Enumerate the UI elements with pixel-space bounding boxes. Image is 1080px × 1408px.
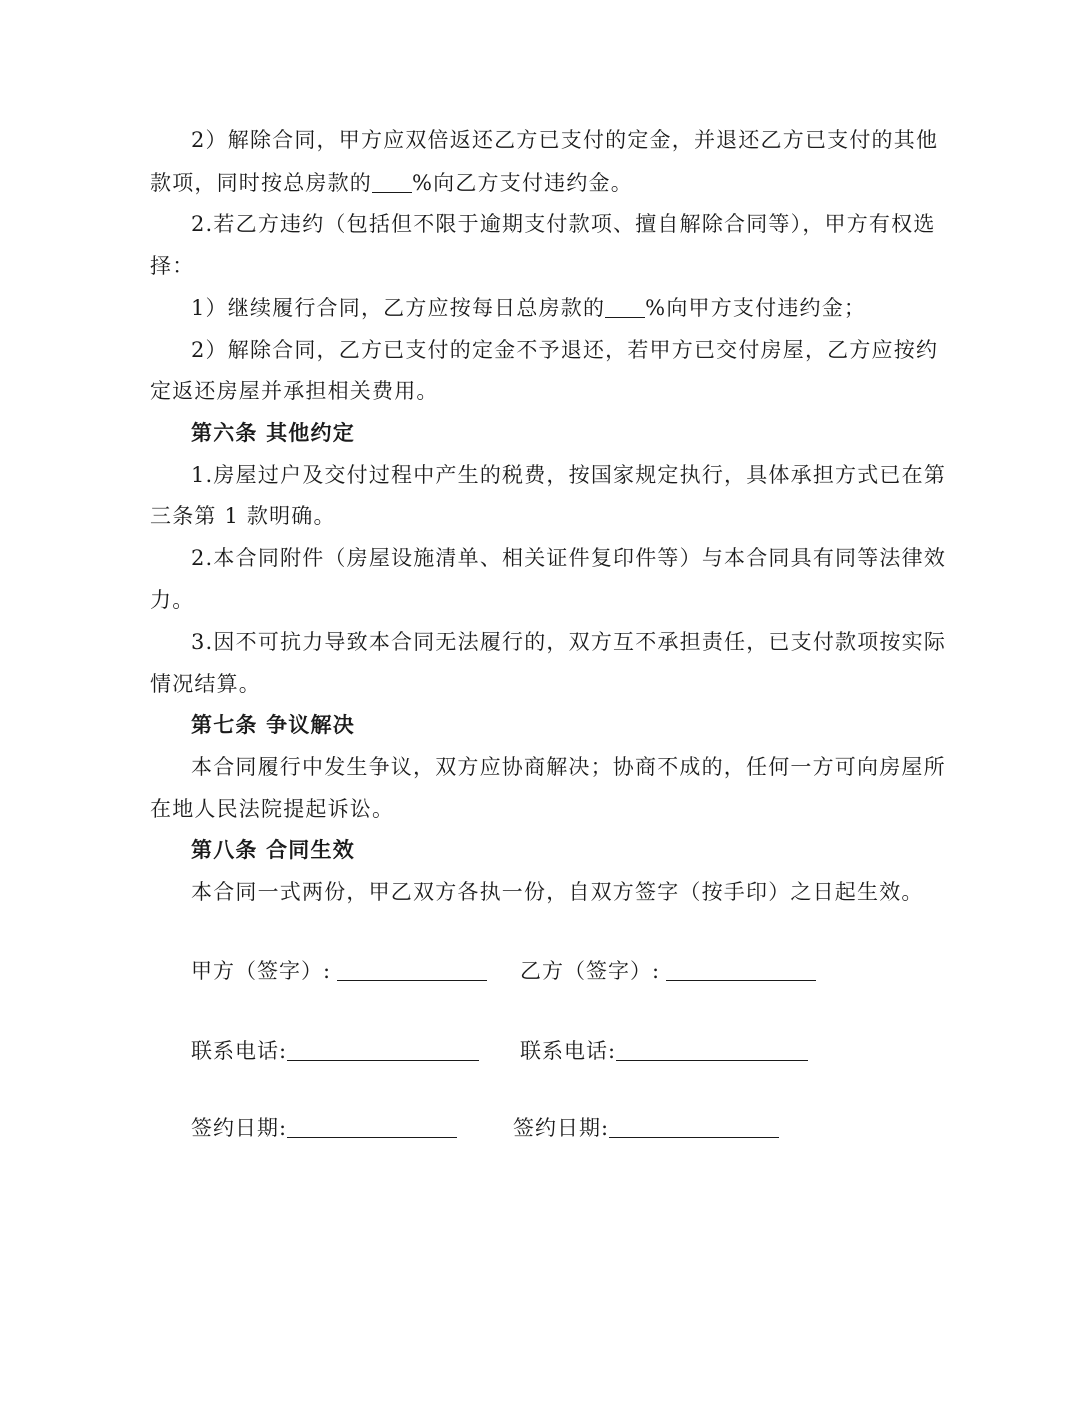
clause-line: 本合同履行中发生争议，双方应协商解决；协商不成的，任何一方可向房屋所 bbox=[191, 755, 946, 779]
party-b-signature: 乙方（签字）: bbox=[520, 957, 816, 985]
article-8-heading: 第八条 合同生效 bbox=[191, 837, 355, 862]
party-a-date: 签约日期: bbox=[191, 1114, 457, 1142]
signature-blank[interactable] bbox=[337, 960, 487, 981]
clause-line: 3.因不可抗力导致本合同无法履行的，双方互不承担责任，已支付款项按实际 bbox=[191, 630, 947, 654]
signature-blank[interactable] bbox=[666, 960, 816, 981]
clause-line: 2）解除合同，乙方已支付的定金不予退还，若甲方已交付房屋，乙方应按约 bbox=[191, 338, 939, 362]
percent-blank bbox=[605, 297, 645, 318]
article-7-heading: 第七条 争议解决 bbox=[191, 712, 355, 737]
percent-blank bbox=[372, 172, 412, 193]
party-b-phone: 联系电话: bbox=[520, 1037, 808, 1065]
clause-line: 力。 bbox=[150, 588, 195, 612]
clause-line: 2）解除合同，甲方应双倍返还乙方已支付的定金，并退还乙方已支付的其他 bbox=[191, 128, 939, 152]
clause-line: 1.房屋过户及交付过程中产生的税费，按国家规定执行，具体承担方式已在第 bbox=[191, 463, 947, 487]
party-a-signature: 甲方（签字）: bbox=[191, 957, 487, 985]
party-a-phone: 联系电话: bbox=[191, 1037, 479, 1065]
clause-line: 本合同一式两份，甲乙双方各执一份，自双方签字（按手印）之日起生效。 bbox=[191, 880, 924, 904]
date-blank[interactable] bbox=[609, 1117, 779, 1138]
date-blank[interactable] bbox=[287, 1117, 457, 1138]
clause-line: 在地人民法院提起诉讼。 bbox=[150, 797, 395, 821]
clause-line: 情况结算。 bbox=[150, 672, 261, 696]
clause-line: 择： bbox=[150, 254, 195, 278]
clause-line: 定返还房屋并承担相关费用。 bbox=[150, 379, 439, 403]
article-6-heading: 第六条 其他约定 bbox=[191, 420, 355, 445]
party-b-date: 签约日期: bbox=[513, 1114, 779, 1142]
phone-blank[interactable] bbox=[616, 1040, 808, 1061]
clause-line: 2.本合同附件（房屋设施清单、相关证件复印件等）与本合同具有同等法律效 bbox=[191, 546, 947, 570]
clause-line: 2.若乙方违约（包括但不限于逾期支付款项、擅自解除合同等），甲方有权选 bbox=[191, 212, 936, 236]
clause-line: 1）继续履行合同，乙方应按每日总房款的 %向甲方支付违约金； bbox=[191, 296, 867, 320]
phone-blank[interactable] bbox=[287, 1040, 479, 1061]
clause-line: 三条第 1 款明确。 bbox=[150, 504, 336, 528]
clause-line: 款项，同时按总房款的 %向乙方支付违约金。 bbox=[150, 171, 633, 195]
